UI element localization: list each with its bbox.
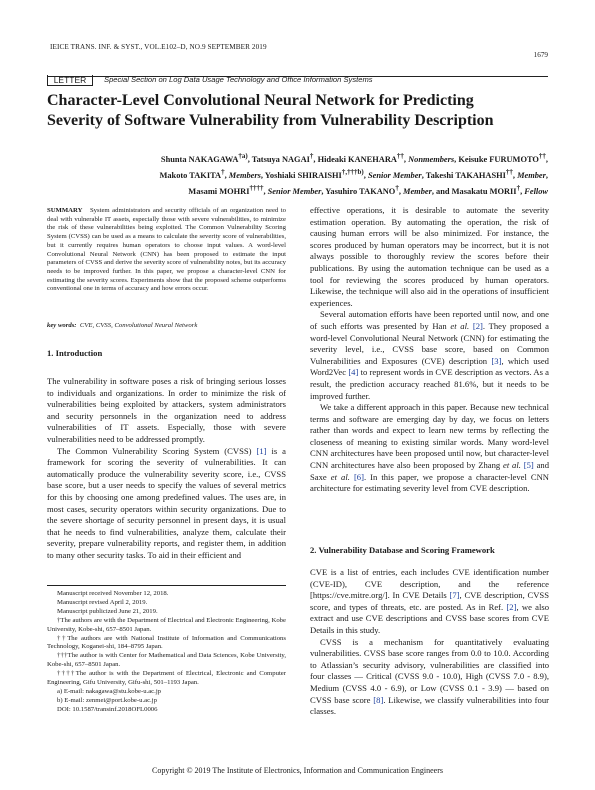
abstract-text: System administrators and security officials of an organization need to deal with vulnerable IT assets, especially those with severe vulnerabilities, to minimize the risk of these vulnerabilities being exploited. The Common Vulnerability Scoring System (CVSS) can be used as a means to calculate the severity score of vulnerabilities, but it currently requires human operators to choose input values. A word-level Convolutional Neural Network (CNN) has been proposed to estimate the input parameters of CVSS and derive the severity score of vulnerability notes, but its accuracy needs to be improved further. In this paper, we propose a character-level CNN for estimating the severity scores. Experiments show that the proposed scheme outperforms conventional one in terms of accuracy and how errors occur.	[47, 207, 286, 293]
paper-title	[47, 91, 567, 131]
author-mark: †	[395, 184, 399, 192]
author: Tatsuya NAGAI	[251, 154, 310, 164]
citation-link[interactable]: [6]	[353, 471, 364, 482]
text: . Likewise, we classify vulnerabilities into four classes.	[310, 694, 549, 717]
author-mark: ††††	[249, 184, 264, 192]
author-mark: †	[221, 168, 225, 176]
author: Hideaki KANEHARA	[317, 154, 397, 164]
footnote: Manuscript publicized June 21, 2019.	[57, 607, 158, 615]
keywords-label: key words:	[47, 322, 77, 329]
text: The Common Vulnerability Scoring System (CVSS)	[57, 445, 252, 456]
author-mark: ††	[396, 152, 404, 160]
keywords-text: CVE, CVSS, Convolutional Neural Network	[79, 322, 198, 329]
text: , CVE description, CVSS score, and types of threats, etc. are posted. As in Ref.	[310, 590, 549, 612]
text: and Saxe	[310, 460, 549, 482]
intro-text	[47, 376, 286, 562]
keywords	[47, 322, 286, 331]
author-role: Member	[517, 170, 546, 180]
footnote-doi[interactable]: DOI: 10.1587/transinf.2018OFL0006	[57, 705, 158, 713]
footnote-email[interactable]: a) E-mail: nakagawa@stu.kobe-u.ac.jp	[57, 687, 162, 695]
paragraph: effective operations, it is desirable to automate the severity estimation operation. By automating the operation, the risk of causing human errors will be also minimized. For instance, the scores produced by human operators may be incorrect, but it is not always possible to thoroughly review the scores before their publications. By using the automation technique can be used as a tool for reviewing the scores produced by human operators. Likewise, the technique will also aid in the operations of insufficient experiences.	[310, 205, 549, 308]
footnote-rule	[47, 585, 286, 586]
author: Masami MOHRI	[188, 186, 250, 196]
author-list: Shunta NAKAGAWA$^{\dagger a)}$, Tatsuya NAGAI†, Hideaki KANEHARA††, Nonmembers, Keisuke FURUMOTO††, Makoto TAKITA†, Members, Yoshiaki $SHIRAISHI^{\dagger,\dagger\dagger\dagger b)}$, Senior Member, Takeshi TAKAHASHI††, Member, Masami MOHRI††††, Senior Member, Yasuhiro TAKANO†, Member, and Masakatu MORII†, Fellow	[159, 152, 548, 196]
text: . They proposed a word-level Convolutional Neural Network (CNN) for estimating the severity level, i.e., CVSS base score, based on Common Vulnerabilities and Exposures (CVE) description	[310, 320, 549, 366]
citation-link[interactable]: [1]	[256, 445, 267, 456]
text: CVE is a list of entries, each includes CVE identification number (CVE-ID), CVE description, and the reference [https://cve.mitre.org/]. In CVE Details	[310, 567, 549, 601]
text: , which used Word2Vec	[310, 355, 549, 378]
section-2-text	[310, 567, 549, 718]
text: is a framework for scoring the severity of vulnerabilities. It can automatically produce the vulnerability severity score, i.e., CVSS base score, but a user needs to specify the values of several metrics for this by choosing one among predefined values. The uses are, in most cases, security operators within security organizations. Due to the severe shortage of security personnel in present days, it is usual that he needs to find vulnerabilities, analyze them, calculate their severity, prepare vulnerability reports, and register them, in addition to many other security tasks. To aid in their efficient and	[47, 445, 286, 560]
author: Yoshiaki SHIRAISHI	[264, 170, 342, 180]
footnote: Manuscript revised April 2, 2019.	[57, 598, 148, 606]
text: et al.	[450, 320, 470, 331]
footnote-email[interactable]: b) E-mail: zenmei@port.kobe-u.ac.jp	[57, 696, 157, 704]
footnotes	[47, 590, 286, 715]
citation-link[interactable]: [5]	[523, 460, 534, 471]
paragraph	[310, 567, 549, 637]
citation-link[interactable]: [4]	[348, 367, 359, 378]
title-line-1: Character-Level Convolutional Neural Network for Predicting	[47, 92, 474, 109]
author: Makoto TAKITA	[159, 170, 222, 180]
author-mark: †	[516, 184, 521, 192]
author-mark: ††	[505, 168, 513, 176]
copyright-notice: Copyright © 2019 The Institute of Electronics, Information and Communication Engineers	[152, 766, 443, 775]
text: We take a different approach in this paper. Because new technical terms and software are emerging day by day, we focus on letters rather than words and expect to learn new terms by reflecting the closeness of meaning to existing similar words. Many word-level CNN architectures have been proposed until now, but character-level CNN architectures have also been proposed by Zhang	[310, 402, 549, 471]
citation-link[interactable]: [7]	[449, 590, 460, 601]
paragraph	[310, 637, 549, 718]
intro-text-continued	[310, 205, 549, 495]
citation-link[interactable]: [2]	[506, 601, 517, 612]
special-section-label: Special Section on Log Data Usage Technology and Office Information Systems	[104, 75, 373, 84]
author: Masakatu MORII	[451, 186, 517, 196]
text: , we also extract and use CVE descriptions and CVSS base scores from CVE Details in this study.	[310, 601, 549, 635]
journal-header: IEICE TRANS. INF. & SYST., VOL.E102–D, NO.9 SEPTEMBER 2019	[50, 43, 267, 51]
author-mark: †,†††b)	[341, 168, 364, 176]
page-number: 1679	[533, 51, 548, 59]
author-mark: †a)	[238, 152, 248, 160]
text: et al.	[330, 471, 350, 482]
text: et al.	[503, 460, 521, 471]
citation-link[interactable]: [2]	[472, 320, 483, 331]
author: Shunta NAKAGAWA	[160, 154, 239, 164]
paragraph	[47, 446, 286, 562]
author-role: Member	[403, 186, 432, 196]
author-role: Members	[228, 170, 261, 180]
footnote: ††The authors are with National Institute of Information and Communications Technology, Koganei-shi, 184–8795 Japan.	[47, 634, 286, 651]
citation-link[interactable]: [8]	[373, 694, 384, 705]
author: Yasuhiro TAKANO	[325, 186, 396, 196]
title-line-2: Severity of Software Vulnerability from Vulnerability Description	[47, 112, 494, 129]
paragraph	[310, 309, 549, 402]
author-role: Senior Member	[267, 186, 322, 196]
section-heading: 1. Introduction	[47, 348, 103, 358]
abstract	[47, 207, 286, 294]
author: Takeshi TAKAHASHI	[425, 170, 506, 180]
paragraph	[310, 402, 549, 495]
text: Several automation efforts have been reported until now, and one of such efforts was presented by Han	[310, 309, 549, 331]
text: . In this paper, we propose a character-level CNN architecture for estimating severity level from CVE description.	[310, 471, 550, 494]
section-heading: 2. Vulnerability Database and Scoring Framework	[310, 545, 495, 555]
abstract-label: SUMMARY	[47, 207, 83, 214]
footnote: ††††The author is with the Department of Electrical, Electronic and Computer Engineering, Gifu University, Gifu-shi, 501–1193 Japan.	[47, 670, 286, 687]
author-mark: ††	[538, 152, 546, 160]
footnote: †††The author is with Center for Mathematical and Data Sciences, Kobe University, Kobe-shi, 657–8501 Japan.	[47, 652, 286, 669]
author-mark: †	[309, 152, 314, 160]
letter-label: LETTER	[47, 75, 93, 86]
author: Keisuke FURUMOTO	[458, 154, 539, 164]
author-role: Nonmembers	[408, 154, 455, 164]
citation-link[interactable]: [3]	[491, 355, 502, 366]
paragraph: The vulnerability in software poses a risk of bringing serious losses to individuals and organizations. In order to minimize the risk of vulnerabilities being exploited by attackers, system administrators and security personnels in the organization need to address vulnerabilities of IT assets. Especially, those with severe vulnerabilities need to be addressed promptly.	[47, 376, 286, 444]
author-role: Senior Member	[367, 170, 422, 180]
text: CVSS is a mechanism for quantitatively evaluating vulnerabilities. CVSS base score ranges from 0.0 to 10.0. According to Atlassian’s security advisory, vulnerabilities are classified into four classes — Critical (CVSS 9.0 - 10.0), High (CVSS 7.0 - 8.9), Medium (CVSS 4.0 - 6.9), or Low (CVSS 0.1 - 3.9) — based on CVSS base score	[310, 636, 549, 705]
footnote: Manuscript received November 12, 2018.	[57, 590, 169, 597]
footnote: †The authors are with the Department of Electrical and Electronic Engineering, Kobe University, Kobe-shi, 657–8501 Japan.	[47, 616, 286, 633]
text: to represent words in CVE description as vectors. As a result, the prediction accuracy reached 81.6%, but it needs to be improved further.	[310, 367, 550, 401]
author-role: Fellow	[524, 186, 548, 196]
